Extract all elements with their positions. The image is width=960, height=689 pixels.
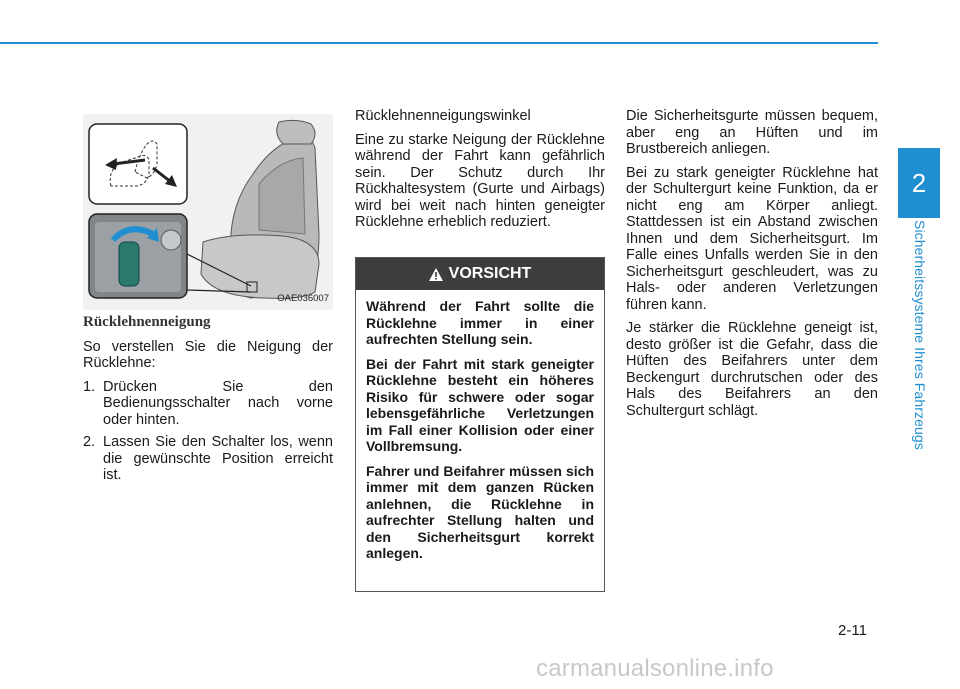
paragraph: Rücklehnenneigungswinkel <box>355 108 531 124</box>
column-1 <box>83 314 333 490</box>
top-rule <box>0 42 878 44</box>
page-number: 2-11 <box>838 622 867 639</box>
list-item <box>83 434 333 484</box>
warning-icon <box>429 268 443 281</box>
figure-code: OAE036007 <box>277 293 329 304</box>
chapter-number: 2 <box>911 167 927 198</box>
step-text: Drücken Sie den Bedienungsschalter nach vorne oder hinten. <box>103 378 333 428</box>
chapter-title: Sicherheitssysteme Ihres Fahrzeugs <box>912 220 928 450</box>
step-number: 1. <box>83 378 96 395</box>
recline-inset <box>89 124 187 204</box>
caution-header <box>356 258 604 290</box>
caution-paragraph: Fahrer und Beifahrer müssen sich immer mit dem ganzen Rücken anlehnen, die Rücklehne in aufrechter Stellung halten und den Sicherheitsgurt korrekt anlegen. <box>366 462 594 561</box>
recline-switch-icon <box>119 242 139 286</box>
steps-list <box>83 379 333 484</box>
paragraph: Eine zu starke Neigung der Rücklehne während der Fahrt kann gefährlich sein. Der Schutz durch Ihr Rückhaltesystem (Gurte und Airbags) wird bei weit nach hinten geneigter Rücklehne erheblich reduziert. <box>355 131 605 230</box>
caution-paragraph: Bei der Fahrt mit stark geneigter Rücklehne besteht ein höheres Risiko für schwere oder sogar lebensgefährliche Verletzungen im Fall einer Kollision oder einer Vollbremsung. <box>366 355 594 454</box>
step-number: 2. <box>83 434 96 450</box>
list-item <box>83 379 333 429</box>
seat-cushion <box>201 235 319 299</box>
column-2 <box>355 108 605 238</box>
column-3 <box>626 108 878 426</box>
watermark: carmanualsonline.info <box>536 655 774 682</box>
paragraph: Bei zu stark geneigter Rücklehne hat der Schultergurt keine Funktion, da er nicht eng am Körper anliegt. Stattdessen ist ein Abstand zwischen Ihnen und dem Sicherheitsgurt. Im Falle eines Unfalls werden Sie in den Sicherheitsgurt geschleudert, was zu Hals- oder anderen Verletzungen führen kann. <box>626 164 878 313</box>
headrest <box>277 120 315 144</box>
intro-text: So verstellen Sie die Neigung der Rücklehne: <box>83 338 333 371</box>
section-heading: Rücklehnenneigung <box>83 314 211 330</box>
seat-recline-figure <box>83 114 333 310</box>
caution-paragraph: Während der Fahrt sollte die Rücklehne immer in einer aufrechten Stellung sein. <box>366 298 594 347</box>
seat-illustration <box>83 114 333 310</box>
caution-box <box>355 257 605 592</box>
chapter-tab <box>898 148 940 218</box>
paragraph: Je stärker die Rücklehne geneigt ist, desto größer ist die Gefahr, dass die Hüften des Beifahrers unter dem Beckengurt durchrutschen oder des Hals des Beifahrers an den Schultergurt schlägt. <box>626 320 878 419</box>
step-text: Lassen Sie den Schalter los, wenn die gewünschte Position erreicht ist. <box>103 434 333 483</box>
paragraph: Die Sicherheitsgurte müssen bequem, aber eng an Hüften und im Brustbereich anliegen. <box>626 108 878 157</box>
caution-body <box>356 290 604 562</box>
caution-title: VORSICHT <box>448 265 532 282</box>
